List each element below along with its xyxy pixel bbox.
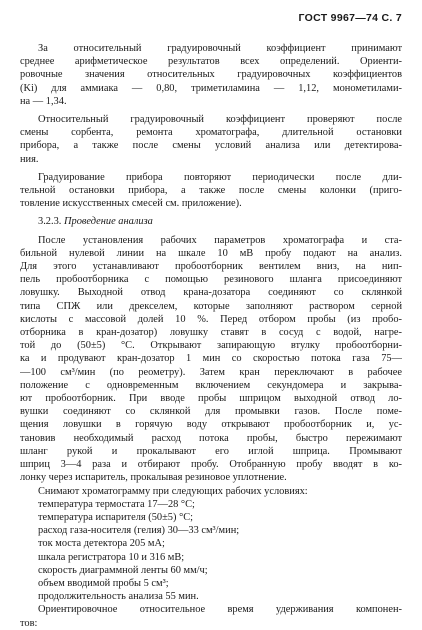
- text-line: товление искусственных смесей см. приложение).: [20, 198, 242, 210]
- condition-item: объем вводимой пробы 5 см³;: [38, 577, 169, 589]
- text-line: ют пробоотборник. При вводе пробы шприцом выходной отвод ло-: [20, 393, 402, 405]
- conditions-list: [20, 485, 402, 604]
- condition-item: ток моста детектора 205 мА;: [38, 538, 165, 550]
- text-line: тов:: [20, 617, 38, 629]
- paragraph-retention: [20, 603, 402, 629]
- text-line: шприц 3—4 раза и отбирают пробу. Отобранную пробу вводят в ко-: [20, 459, 402, 471]
- text-line: ка и продувают кран-дозатор 1 мин со скоростью потока газа 75—: [20, 353, 402, 365]
- text-line: Градуирование прибора повторяют периодически после дли-: [38, 171, 402, 183]
- text-line: ловушку. Выходной отвод крана-дозатора соединяют со склянкой: [20, 287, 402, 299]
- text-line: отборника в кран-дозатор) ловушку ставят в сосуд с водой, нагре-: [20, 327, 402, 339]
- text-line: ровочные значения относительных градуировочных коэффициентов: [20, 69, 402, 81]
- text-line: положение с одновременным включением секундомера и закрыва-: [20, 379, 402, 391]
- text-line: среднее арифметическое результатов всех определений. Ориенти-: [20, 56, 402, 68]
- text-line: Относительный градуировочный коэффициент проверяют после: [38, 114, 402, 126]
- text-line: шланг рукой и прокалывают его иглой шприца. Промывают: [20, 445, 402, 457]
- text-line: (Ki) для аммиака — 0,80, триметиламина — 1,12, монометилами-: [20, 82, 402, 94]
- text-line: смены сорбента, ремонта хроматографа, длительной остановки: [20, 127, 402, 139]
- paragraph-verification: [20, 113, 402, 166]
- condition-item: шкала регистратора 10 и 316 мВ;: [38, 551, 185, 563]
- condition-item: продолжительность анализа 55 мин.: [38, 591, 199, 603]
- text-line: прибора, а также после смены условий анализа или детектирова-: [20, 140, 402, 152]
- text-line: лонку через испаритель, прокалывая резиновое уплотнение.: [20, 472, 287, 484]
- text-line: тановив необходимый расход потока пробы, быстро пережимают: [20, 432, 402, 444]
- text-line: той до (50±5) °С. Открывают запирающую втулку пробоотборни-: [20, 340, 402, 352]
- text-line: За относительный градуировочный коэффициент принимают: [38, 43, 402, 54]
- text-line: типа СПЖ или дрекселем, которые заполняют раствором серной: [20, 300, 402, 312]
- text-line: Для этого устанавливают пробоотборник вентилем вниз, на нип-: [20, 261, 402, 273]
- section-title: Проведение анализа: [64, 216, 153, 228]
- text-line: на — 1,34.: [20, 95, 67, 107]
- condition-item: скорость диаграммной ленты 60 мм/ч;: [38, 564, 208, 576]
- text-line: пель пробоотборника с помощью резинового шланга присоединяют: [20, 274, 402, 286]
- text-line: Ориентировочное относительное время удерживания компонен-: [38, 604, 402, 616]
- condition-item: температура испарителя (50±5) °С;: [38, 511, 194, 523]
- text-line: бильной нулевой линии на шкале 10 мВ пробу подают на анализ.: [20, 247, 402, 259]
- text-line: После установления рабочих параметров хроматографа и ста-: [38, 234, 402, 246]
- paragraph-calibration: [20, 171, 402, 211]
- text-line: вушки соединяют со склянкой для промывки газов. После поме-: [20, 406, 402, 418]
- text-line: кислоты с массовой долей 10 %. Перед отбором пробы (из пробо-: [20, 313, 402, 325]
- conditions-intro: Снимают хроматограмму при следующих рабочих условиях:: [38, 485, 308, 497]
- text-line: тельной остановки прибора, а также после смены колонки (приго-: [20, 185, 402, 197]
- text-line: щения ловушки в горячую воду открывают пробоотборник и, ус-: [20, 419, 402, 431]
- section-heading: [20, 215, 402, 228]
- document-body: [20, 42, 402, 630]
- text-line: —100 см³/мин (по реометру). Затем кран переключают в рабочее: [20, 366, 402, 378]
- text-line: ния.: [20, 153, 39, 165]
- condition-item: расход газа-носителя (гелия) 30—33 см³/мин;: [38, 525, 240, 537]
- paragraph-coefficient: [20, 42, 402, 108]
- condition-item: температура термостата 17—28 °С;: [38, 498, 195, 510]
- page-header: ГОСТ 9967—74 С. 7: [298, 12, 402, 24]
- paragraph-procedure: [20, 234, 402, 485]
- section-number: 3.2.3.: [38, 216, 62, 228]
